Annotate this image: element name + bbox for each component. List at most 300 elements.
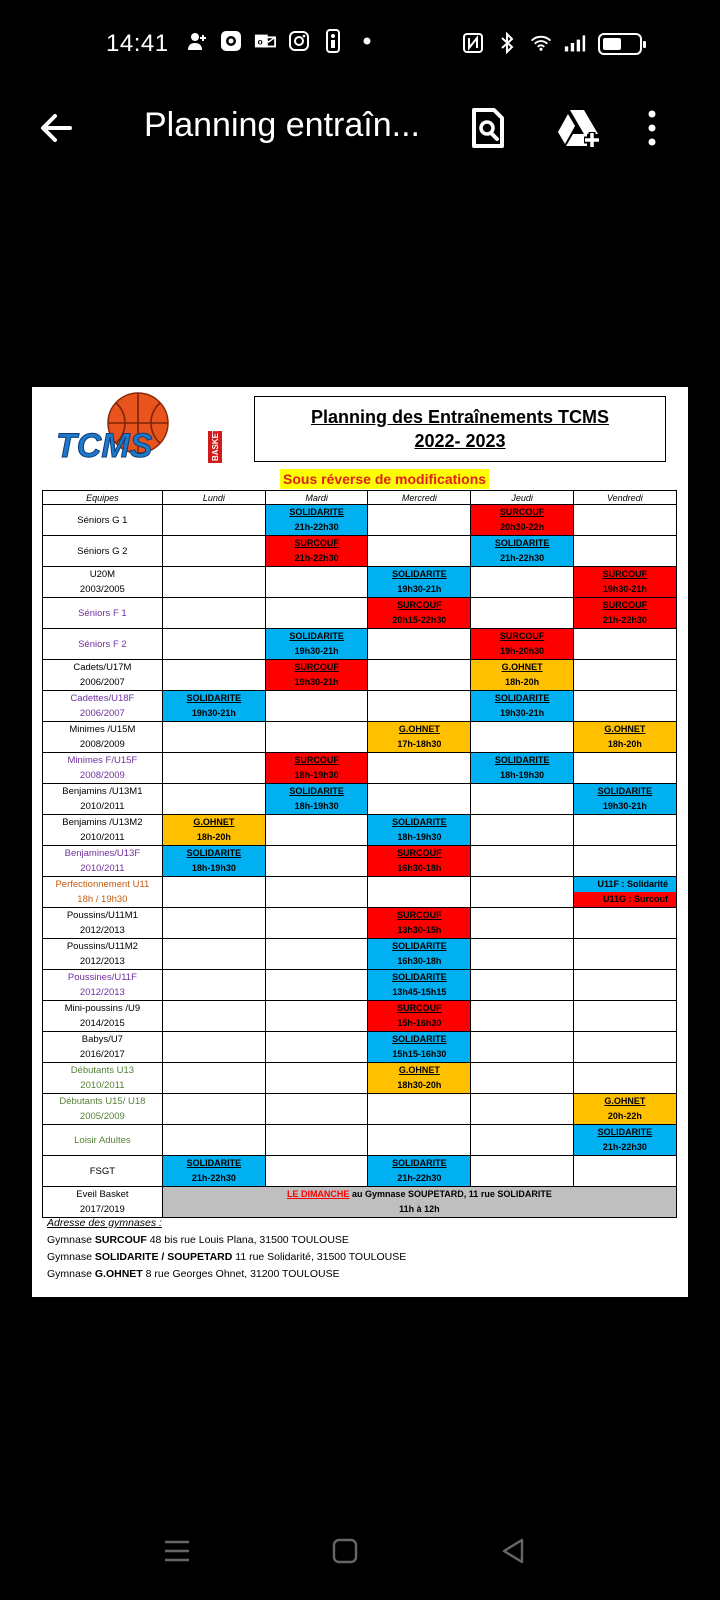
gym-name: SOLIDARITE / SOUPETARD: [94, 1251, 233, 1263]
training-time: 15h15-16h30: [392, 1049, 447, 1059]
empty-slot: [573, 939, 676, 970]
empty-slot: [471, 784, 573, 815]
schedule-row: [43, 877, 677, 908]
title-line-1: Planning des Entraînements TCMS: [310, 407, 610, 427]
gym-name: G.OHNET: [193, 817, 235, 827]
schedule-row: [43, 1032, 677, 1063]
status-bar: [0, 0, 720, 92]
mail-icon: [254, 30, 276, 52]
training-time: 21h-22h30: [191, 1173, 236, 1183]
empty-slot: [162, 939, 265, 970]
svg-text:BASKET: BASKET: [211, 428, 220, 461]
gym-name: SURCOUF: [397, 600, 442, 610]
empty-slot: [368, 505, 471, 536]
eveil-day: LE DIMANCHE: [286, 1189, 350, 1199]
training-slot: [266, 505, 368, 536]
team-cell: [43, 939, 163, 970]
addresses-heading: Adresse des gymnases :: [47, 1217, 162, 1229]
address-rest: 48 bis rue Louis Plana, 31500 TOULOUSE: [146, 1234, 349, 1246]
training-slot: [573, 722, 676, 753]
team-label: 2010/2011: [80, 1080, 125, 1091]
address-prefix: Gymnase: [47, 1268, 95, 1280]
column-header: Vendredi: [573, 491, 676, 505]
team-cell: [43, 1063, 163, 1094]
team-cell: [43, 1001, 163, 1032]
training-slot: [573, 567, 676, 598]
team-label: Minimes /U15M: [69, 724, 136, 735]
navigation-bar: [0, 1504, 720, 1600]
training-slot: [368, 970, 471, 1001]
empty-slot: [162, 970, 265, 1001]
training-time: 20h30-22h: [500, 522, 545, 532]
document-title: Planning entraîn...: [144, 106, 420, 144]
schedule-row: [43, 1156, 677, 1187]
empty-slot: [471, 846, 573, 877]
empty-slot: [471, 939, 573, 970]
team-label: Minimes F/U15F: [67, 755, 138, 766]
gym-name: SURCOUF: [294, 662, 339, 672]
team-label: 2010/2011: [80, 801, 125, 812]
empty-slot: [266, 722, 368, 753]
team-label: 2014/2015: [79, 1018, 125, 1029]
training-time: 21h-22h30: [602, 615, 647, 625]
training-slot: [266, 660, 368, 691]
training-time: 19h30-21h: [294, 677, 339, 687]
gym-name: SURCOUF: [602, 569, 648, 579]
gym-name: SOLIDARITE: [597, 1127, 653, 1137]
empty-slot: [471, 1001, 573, 1032]
training-slot: [471, 536, 573, 567]
column-header: Equipes: [43, 491, 163, 505]
training-time: 16h30-18h: [397, 956, 442, 966]
empty-slot: [266, 939, 368, 970]
dot-icon: [356, 30, 378, 52]
address-line: [47, 1232, 406, 1249]
empty-slot: [471, 908, 573, 939]
notification-icons: [186, 30, 378, 52]
nfc-icon: [462, 32, 484, 54]
app-bar: [0, 92, 720, 164]
empty-slot: [471, 1063, 573, 1094]
training-slot: [368, 1001, 471, 1032]
team-label: 2010/2011: [80, 832, 125, 843]
schedule-row: [43, 660, 677, 691]
empty-slot: [266, 908, 368, 939]
team-cell: [43, 815, 163, 846]
training-slot: [471, 753, 573, 784]
gym-name: SOLIDARITE: [392, 1158, 447, 1168]
training-slot: [368, 1156, 471, 1187]
gym-name: G.OHNET: [94, 1268, 143, 1280]
eveil-line: [163, 1187, 676, 1202]
empty-slot: [573, 536, 676, 567]
schedule-row: [43, 722, 677, 753]
schedule-row: [43, 1063, 677, 1094]
empty-slot: [162, 536, 265, 567]
gym-name: SOLIDARITE: [289, 631, 344, 641]
gym-name: SURCOUF: [499, 507, 545, 517]
empty-slot: [368, 1094, 471, 1125]
team-cell: [43, 846, 163, 877]
eveil-time: 11h à 12h: [399, 1204, 440, 1214]
column-header: Lundi: [162, 491, 265, 505]
gym-name: SURCOUF: [294, 755, 339, 765]
empty-slot: [573, 660, 676, 691]
gym-name: G.OHNET: [604, 724, 646, 734]
search-document-icon[interactable]: [466, 106, 510, 150]
team-label: 2008/2009: [79, 770, 125, 781]
team-label: Mini-poussins /U9: [64, 1003, 141, 1014]
empty-slot: [573, 691, 676, 722]
gym-name: SURCOUF: [397, 910, 442, 920]
training-time: 18h30-20h: [397, 1080, 442, 1090]
training-slot: [573, 1094, 676, 1125]
gym-name: SOLIDARITE: [392, 972, 447, 982]
empty-slot: [162, 877, 265, 908]
document-page[interactable]: [32, 387, 688, 1297]
team-cell: [43, 1125, 163, 1156]
tcms-logo: [54, 391, 222, 463]
schedule-row: [43, 908, 677, 939]
empty-slot: [162, 567, 265, 598]
training-time: 21h-22h30: [602, 1142, 647, 1152]
address-line: [47, 1249, 406, 1266]
empty-slot: [266, 877, 368, 908]
team-cell: [43, 877, 163, 908]
gym-name: SOLIDARITE: [186, 693, 242, 703]
training-slot: [368, 1063, 471, 1094]
training-slot: [368, 846, 471, 877]
training-slot: [162, 815, 265, 846]
gym-name: SOLIDARITE: [186, 1158, 242, 1168]
eveil-slot: [162, 1187, 676, 1218]
team-label: 2006/2007: [79, 677, 125, 688]
training-slot: [368, 598, 471, 629]
empty-slot: [471, 567, 573, 598]
gym-name: SURCOUF: [397, 1003, 442, 1013]
drive-add-icon[interactable]: [554, 106, 598, 150]
schedule-row: [43, 536, 677, 567]
schedule-row: [43, 1001, 677, 1032]
schedule-table: [42, 490, 677, 1218]
empty-slot: [368, 1125, 471, 1156]
schedule-row: [43, 505, 677, 536]
empty-slot: [471, 722, 573, 753]
training-time: 19h30-21h: [602, 801, 647, 811]
empty-slot: [162, 1032, 265, 1063]
empty-slot: [162, 598, 265, 629]
training-slot: [266, 536, 368, 567]
team-cell: [43, 629, 163, 660]
gym-name: G.OHNET: [398, 1065, 440, 1075]
team-label: Poussins/U11M1: [66, 910, 138, 921]
schedule-row: [43, 1094, 677, 1125]
training-slot: [471, 629, 573, 660]
empty-slot: [368, 691, 471, 722]
team-label: Séniors F 2: [78, 638, 127, 650]
team-cell: [43, 908, 163, 939]
battery-level: [603, 38, 621, 50]
gym-addresses: [47, 1215, 406, 1283]
training-slot: [162, 1156, 265, 1187]
training-time: 13h30-15h: [397, 925, 442, 935]
empty-slot: [573, 1156, 676, 1187]
team-label: Débutants U13: [70, 1065, 135, 1076]
svg-text:TCMS: TCMS: [56, 427, 153, 463]
empty-slot: [471, 1156, 573, 1187]
team-cell: [43, 660, 163, 691]
training-time: 18h-19h30: [294, 770, 339, 780]
column-header: Mercredi: [368, 491, 471, 505]
empty-slot: [368, 877, 471, 908]
team-label: 2010/2011: [80, 863, 125, 874]
address-prefix: Gymnase: [47, 1234, 95, 1246]
training-time: 19h30-21h: [191, 708, 236, 718]
column-header: Mardi: [266, 491, 368, 505]
address-line: [47, 1266, 406, 1283]
training-time: 15h-16h30: [397, 1018, 442, 1028]
svg-text:o: o: [257, 37, 263, 47]
team-cell: [43, 784, 163, 815]
empty-slot: [162, 784, 265, 815]
training-time: 20h-22h: [607, 1111, 642, 1121]
training-slot: [573, 1125, 676, 1156]
team-label: 2003/2005: [79, 584, 125, 595]
empty-slot: [573, 970, 676, 1001]
gym-name: SURCOUF: [294, 538, 339, 548]
gym-name: G.OHNET: [604, 1096, 646, 1106]
training-slot: [266, 753, 368, 784]
training-slot: [368, 908, 471, 939]
team-label: 2012/2013: [79, 925, 125, 936]
team-label: Loisir Adultes: [74, 1134, 131, 1146]
training-time: 19h-20h30: [500, 646, 545, 656]
schedule-row: [43, 784, 677, 815]
schedule-row: [43, 846, 677, 877]
empty-slot: [266, 1001, 368, 1032]
gym-name: SOLIDARITE: [289, 786, 344, 796]
schedule-row-eveil: [43, 1187, 677, 1218]
empty-slot: [573, 1032, 676, 1063]
team-label: 2016/2017: [79, 1049, 125, 1060]
empty-slot: [162, 1125, 265, 1156]
empty-slot: [573, 753, 676, 784]
training-time: 18h-19h30: [191, 863, 236, 873]
status-time: 14:41: [106, 30, 169, 57]
back-arrow-icon[interactable]: [36, 108, 76, 148]
empty-slot: [266, 1125, 368, 1156]
app-icon: [220, 30, 242, 52]
team-cell: [43, 691, 163, 722]
team-cell: [43, 536, 163, 567]
empty-slot: [471, 877, 573, 908]
instagram-icon: [288, 30, 310, 52]
training-slot: [368, 1032, 471, 1063]
team-cell: [43, 753, 163, 784]
team-cell: [43, 722, 163, 753]
empty-slot: [471, 1125, 573, 1156]
schedule-row: [43, 753, 677, 784]
empty-slot: [162, 753, 265, 784]
empty-slot: [573, 908, 676, 939]
training-time: 18h-19h30: [500, 770, 545, 780]
team-label: Babys/U7: [81, 1034, 123, 1045]
empty-slot: [266, 598, 368, 629]
team-label: Benjamines/U13F: [64, 848, 141, 859]
team-cell: [43, 1032, 163, 1063]
team-label: 2005/2009: [79, 1111, 125, 1122]
training-time: 21h-22h30: [397, 1173, 442, 1183]
gym-name: SOLIDARITE: [597, 786, 653, 796]
gym-name: SURCOUF: [602, 600, 648, 610]
gym-name: G.OHNET: [501, 662, 543, 672]
team-cell: [43, 598, 163, 629]
training-slot: [573, 784, 676, 815]
training-time: 20h15-22h30: [392, 615, 447, 625]
training-slot: [471, 691, 573, 722]
team-label: Cadets/U17M: [73, 662, 132, 673]
split-slot: [573, 877, 676, 908]
empty-slot: [266, 846, 368, 877]
schedule-row: [43, 815, 677, 846]
training-slot: [266, 784, 368, 815]
bluetooth-icon: [496, 32, 518, 54]
training-time: 18h-20h: [505, 677, 540, 687]
training-slot: [471, 505, 573, 536]
team-label: Débutants U15/ U18: [59, 1096, 146, 1107]
team-label: 2017/2019: [79, 1204, 125, 1215]
team-cell: [43, 1094, 163, 1125]
training-time: 21h-22h30: [500, 553, 545, 563]
team-label: Cadettes/U18F: [70, 693, 135, 704]
training-slot: [573, 598, 676, 629]
training-slot: [266, 629, 368, 660]
training-time: 19h30-21h: [397, 584, 442, 594]
training-slot: [368, 939, 471, 970]
schedule-header-row: [43, 491, 677, 505]
gym-name: SURCOUF: [499, 631, 545, 641]
gym-name: SOLIDARITE: [392, 817, 447, 827]
gym-name: SOLIDARITE: [289, 507, 344, 517]
gym-name: SOLIDARITE: [392, 941, 447, 951]
empty-slot: [573, 1063, 676, 1094]
training-time: 18h-20h: [607, 739, 642, 749]
team-cell: [43, 1187, 163, 1218]
training-time: 16h30-18h: [397, 863, 442, 873]
team-cell: [43, 505, 163, 536]
address-rest: 8 rue Georges Ohnet, 31200 TOULOUSE: [142, 1268, 340, 1280]
empty-slot: [162, 505, 265, 536]
slot-u11f: U11F : Solidarité: [574, 877, 676, 892]
schedule-row: [43, 939, 677, 970]
modification-notice: Sous réverse de modifications: [280, 469, 489, 489]
wifi-icon: [530, 32, 552, 54]
empty-slot: [266, 970, 368, 1001]
empty-slot: [266, 1156, 368, 1187]
menu-nav-icon[interactable]: [160, 1534, 194, 1568]
schedule-row: [43, 598, 677, 629]
gym-name: SOLIDARITE: [494, 693, 550, 703]
empty-slot: [266, 1063, 368, 1094]
training-time: 19h30-21h: [602, 584, 647, 594]
empty-slot: [368, 753, 471, 784]
empty-slot: [471, 970, 573, 1001]
team-cell: [43, 567, 163, 598]
training-time: 21h-22h30: [294, 522, 339, 532]
team-label: 2008/2009: [79, 739, 125, 750]
schedule-row: [43, 970, 677, 1001]
address-prefix: Gymnase: [47, 1251, 95, 1263]
gym-name: SOLIDARITE: [392, 569, 447, 579]
training-slot: [368, 567, 471, 598]
team-cell: [43, 1156, 163, 1187]
empty-slot: [266, 567, 368, 598]
team-label: 2012/2013: [79, 956, 125, 967]
empty-slot: [471, 1094, 573, 1125]
gym-name: G.OHNET: [398, 724, 440, 734]
gym-name: SURCOUF: [94, 1234, 147, 1246]
empty-slot: [573, 629, 676, 660]
empty-slot: [368, 629, 471, 660]
training-time: 18h-20h: [196, 832, 231, 842]
empty-slot: [573, 1001, 676, 1032]
training-slot: [471, 660, 573, 691]
empty-slot: [266, 1032, 368, 1063]
empty-slot: [573, 846, 676, 877]
training-time: 17h-18h30: [397, 739, 442, 749]
training-slot: [162, 691, 265, 722]
empty-slot: [368, 536, 471, 567]
training-time: 18h-19h30: [397, 832, 442, 842]
home-nav-icon[interactable]: [328, 1534, 362, 1568]
more-vert-icon[interactable]: [640, 106, 664, 150]
title-line-2: 2022- 2023: [414, 431, 506, 451]
team-label: FSGT: [89, 1165, 116, 1177]
schedule-row: [43, 567, 677, 598]
empty-slot: [162, 629, 265, 660]
empty-slot: [368, 660, 471, 691]
team-label: Benjamins /U13M2: [62, 817, 143, 828]
team-label: 2006/2007: [79, 708, 125, 719]
add-person-icon: [186, 30, 208, 52]
team-label: Eveil Basket: [76, 1189, 129, 1200]
training-time: 18h-19h30: [294, 801, 339, 811]
training-time: 21h-22h30: [294, 553, 339, 563]
empty-slot: [471, 1032, 573, 1063]
empty-slot: [162, 1063, 265, 1094]
team-cell: [43, 970, 163, 1001]
empty-slot: [162, 1001, 265, 1032]
team-label: Perfectionnement U11: [55, 879, 150, 890]
training-time: 13h45-15h15: [392, 987, 447, 997]
training-slot: [368, 815, 471, 846]
team-label: 18h / 19h30: [77, 894, 128, 905]
address-rest: 11 rue Solidarité, 31500 TOULOUSE: [232, 1251, 407, 1263]
training-slot: [162, 846, 265, 877]
training-time: 19h30-21h: [500, 708, 545, 718]
nba-icon: [322, 30, 344, 52]
empty-slot: [162, 722, 265, 753]
team-label: Séniors F 1: [78, 607, 127, 619]
back-nav-icon[interactable]: [496, 1534, 530, 1568]
schedule-row: [43, 691, 677, 722]
empty-slot: [162, 660, 265, 691]
schedule-row: [43, 629, 677, 660]
column-header: Jeudi: [471, 491, 573, 505]
schedule-row: [43, 1125, 677, 1156]
team-label: Poussins/U11M2: [66, 941, 138, 952]
team-label: Séniors G 2: [77, 545, 128, 557]
